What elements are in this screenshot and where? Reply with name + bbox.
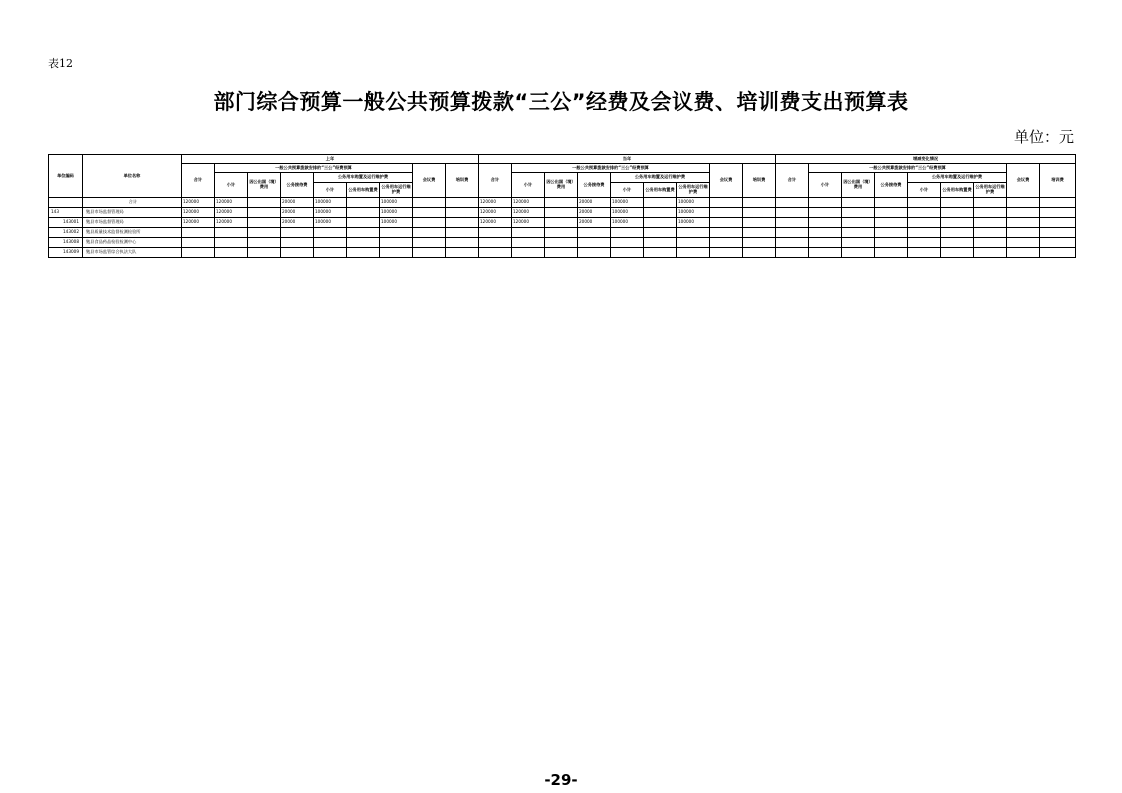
value-cell [974, 198, 1007, 208]
value-cell [974, 228, 1007, 238]
value-cell: 100000 [314, 198, 347, 208]
value-cell: 100000 [611, 198, 644, 208]
col-header-vehicle: 公务用车购置及运行维护费 [611, 173, 710, 183]
value-cell [842, 218, 875, 228]
unit-name-cell: 勉县市场监管综合执法大队 [83, 248, 182, 258]
unit-name-cell: 勉县市场监督管理局 [83, 208, 182, 218]
col-header-vehicle-operation: 公务用车运行维护费 [974, 183, 1007, 198]
value-cell: 20000 [578, 218, 611, 228]
table-row [49, 248, 1076, 258]
col-header-vehicle-purchase: 公务用车购置费 [941, 183, 974, 198]
value-cell [809, 248, 842, 258]
value-cell [578, 228, 611, 238]
value-cell [446, 218, 479, 228]
table-header [49, 155, 1076, 198]
value-cell [1007, 218, 1040, 228]
table-row [49, 238, 1076, 248]
value-cell: 120000 [215, 198, 248, 208]
value-cell [413, 218, 446, 228]
value-cell [347, 248, 380, 258]
group-header-last-year: 上年 [182, 155, 479, 164]
col-header-vehicle-subtotal: 小计 [908, 183, 941, 198]
value-cell [842, 208, 875, 218]
value-cell: 120000 [182, 198, 215, 208]
value-cell [842, 248, 875, 258]
col-header-sangong: 一般公共预算拨款安排的“三公”经费预算 [809, 164, 1007, 173]
col-header-subtotal: 小计 [809, 173, 842, 198]
col-header-meeting: 会议费 [413, 164, 446, 198]
page-title: 部门综合预算一般公共预算拨款“三公”经费及会议费、培训费支出预算表 [213, 90, 909, 114]
value-cell [215, 238, 248, 248]
value-cell: 100000 [380, 198, 413, 208]
value-cell: 20000 [578, 198, 611, 208]
value-cell [347, 238, 380, 248]
value-cell [380, 228, 413, 238]
value-cell [809, 228, 842, 238]
value-cell [215, 228, 248, 238]
value-cell [875, 208, 908, 218]
col-header-sangong: 一般公共预算拨款安排的“三公”经费预算 [215, 164, 413, 173]
value-cell [875, 198, 908, 208]
value-cell [743, 248, 776, 258]
col-header-vehicle-operation: 公务用车运行维护费 [677, 183, 710, 198]
value-cell [1040, 208, 1076, 218]
col-header-vehicle: 公务用车购置及运行维护费 [314, 173, 413, 183]
col-header-meeting: 会议费 [710, 164, 743, 198]
col-header-code: 单位编码 [49, 155, 83, 198]
value-cell [875, 228, 908, 238]
value-cell [1007, 198, 1040, 208]
col-header-total: 合计 [182, 164, 215, 198]
value-cell [908, 218, 941, 228]
value-cell [611, 228, 644, 238]
value-cell [644, 198, 677, 208]
unit-name-cell: 勉县食品药品检验检测中心 [83, 238, 182, 248]
value-cell [1040, 228, 1076, 238]
col-header-vehicle-purchase: 公务用车购置费 [644, 183, 677, 198]
col-header-vehicle-operation: 公务用车运行维护费 [380, 183, 413, 198]
value-cell [545, 228, 578, 238]
unit-code-cell: 143009 [49, 248, 83, 258]
value-cell [545, 208, 578, 218]
value-cell [776, 198, 809, 208]
value-cell [875, 238, 908, 248]
value-cell [908, 238, 941, 248]
value-cell [842, 238, 875, 248]
value-cell [413, 238, 446, 248]
value-cell: 20000 [578, 208, 611, 218]
group-header-change: 增减变化情况 [776, 155, 1076, 164]
col-header-training: 培训费 [446, 164, 479, 198]
table-row [49, 218, 1076, 228]
col-header-abroad: 因公出国（境）费用 [248, 173, 281, 198]
unit-code-cell: 143008 [49, 238, 83, 248]
col-header-vehicle-purchase: 公务用车购置费 [347, 183, 380, 198]
value-cell [974, 208, 1007, 218]
col-header-name: 单位名称 [83, 155, 182, 198]
unit-name-cell: 合计 [83, 198, 182, 208]
value-cell [248, 238, 281, 248]
value-cell [677, 248, 710, 258]
value-cell [1040, 248, 1076, 258]
value-cell [479, 248, 512, 258]
value-cell [512, 238, 545, 248]
value-cell: 120000 [512, 208, 545, 218]
unit-label: 单位：元 [1013, 128, 1074, 146]
value-cell [875, 248, 908, 258]
unit-code-cell: 143002 [49, 228, 83, 238]
value-cell [578, 238, 611, 248]
value-cell [413, 228, 446, 238]
value-cell [974, 218, 1007, 228]
value-cell [1040, 238, 1076, 248]
value-cell [941, 238, 974, 248]
value-cell: 100000 [380, 218, 413, 228]
value-cell [347, 218, 380, 228]
table-body [49, 198, 1076, 258]
value-cell [182, 228, 215, 238]
value-cell [281, 228, 314, 238]
value-cell [182, 238, 215, 248]
value-cell [941, 218, 974, 228]
value-cell [809, 218, 842, 228]
value-cell: 120000 [479, 208, 512, 218]
col-header-reception: 公务接待费 [281, 173, 314, 198]
value-cell [677, 238, 710, 248]
value-cell [710, 238, 743, 248]
value-cell [809, 238, 842, 248]
col-header-abroad: 因公出国（境）费用 [842, 173, 875, 198]
value-cell [446, 208, 479, 218]
value-cell [545, 218, 578, 228]
value-cell [710, 248, 743, 258]
value-cell [1007, 248, 1040, 258]
value-cell [446, 228, 479, 238]
value-cell [710, 208, 743, 218]
value-cell [776, 218, 809, 228]
value-cell [941, 248, 974, 258]
value-cell [545, 238, 578, 248]
value-cell [710, 228, 743, 238]
value-cell [644, 238, 677, 248]
col-header-sangong: 一般公共预算拨款安排的“三公”经费预算 [512, 164, 710, 173]
value-cell [611, 238, 644, 248]
value-cell: 100000 [677, 218, 710, 228]
value-cell [314, 228, 347, 238]
value-cell [776, 228, 809, 238]
value-cell [710, 218, 743, 228]
col-header-vehicle-subtotal: 小计 [611, 183, 644, 198]
value-cell [281, 248, 314, 258]
value-cell [1007, 238, 1040, 248]
value-cell [413, 248, 446, 258]
value-cell [842, 198, 875, 208]
value-cell [1040, 198, 1076, 208]
value-cell [743, 208, 776, 218]
value-cell [248, 228, 281, 238]
value-cell [809, 208, 842, 218]
unit-code-cell [49, 198, 83, 208]
value-cell [281, 238, 314, 248]
value-cell [1007, 208, 1040, 218]
col-header-training: 培训费 [1040, 164, 1076, 198]
value-cell [908, 208, 941, 218]
value-cell [479, 238, 512, 248]
value-cell [446, 248, 479, 258]
value-cell: 120000 [182, 218, 215, 228]
value-cell [941, 228, 974, 238]
col-header-vehicle-subtotal: 小计 [314, 183, 347, 198]
col-header-subtotal: 小计 [215, 173, 248, 198]
value-cell [677, 228, 710, 238]
value-cell [182, 248, 215, 258]
value-cell [644, 208, 677, 218]
value-cell: 100000 [677, 198, 710, 208]
value-cell [413, 208, 446, 218]
value-cell [347, 228, 380, 238]
col-header-total: 合计 [776, 164, 809, 198]
col-header-reception: 公务接待费 [578, 173, 611, 198]
unit-name-cell: 勉县质量技术监督检测检验所 [83, 228, 182, 238]
value-cell: 120000 [479, 218, 512, 228]
value-cell: 20000 [281, 218, 314, 228]
table-row [49, 208, 1076, 218]
value-cell: 100000 [314, 208, 347, 218]
value-cell [941, 208, 974, 218]
value-cell [809, 198, 842, 208]
value-cell [446, 238, 479, 248]
col-header-abroad: 因公出国（境）费用 [545, 173, 578, 198]
col-header-vehicle: 公务用车购置及运行维护费 [908, 173, 1007, 183]
value-cell: 120000 [479, 198, 512, 208]
value-cell: 100000 [611, 208, 644, 218]
value-cell [215, 248, 248, 258]
value-cell [248, 208, 281, 218]
value-cell [743, 228, 776, 238]
value-cell [974, 248, 1007, 258]
value-cell [941, 198, 974, 208]
value-cell [644, 248, 677, 258]
value-cell [776, 208, 809, 218]
col-header-reception: 公务接待费 [875, 173, 908, 198]
value-cell [248, 248, 281, 258]
value-cell: 120000 [512, 218, 545, 228]
value-cell [545, 248, 578, 258]
value-cell: 120000 [215, 218, 248, 228]
value-cell: 20000 [281, 198, 314, 208]
value-cell [776, 238, 809, 248]
value-cell: 100000 [677, 208, 710, 218]
col-header-meeting: 会议费 [1007, 164, 1040, 198]
group-header-current-year: 当年 [479, 155, 776, 164]
value-cell [875, 218, 908, 228]
unit-code-cell: 143 [49, 208, 83, 218]
value-cell [380, 238, 413, 248]
value-cell [314, 238, 347, 248]
unit-name-cell: 勉县市场监督管理局 [83, 218, 182, 228]
value-cell [644, 218, 677, 228]
value-cell: 120000 [512, 198, 545, 208]
value-cell [347, 198, 380, 208]
unit-code-cell: 143001 [49, 218, 83, 228]
table-row [49, 198, 1076, 208]
value-cell [413, 198, 446, 208]
value-cell: 100000 [314, 218, 347, 228]
value-cell [380, 248, 413, 258]
value-cell [314, 248, 347, 258]
value-cell [743, 198, 776, 208]
col-header-subtotal: 小计 [512, 173, 545, 198]
value-cell [248, 198, 281, 208]
col-header-training: 培训费 [743, 164, 776, 198]
value-cell [1040, 218, 1076, 228]
value-cell [644, 228, 677, 238]
value-cell: 120000 [215, 208, 248, 218]
value-cell [512, 248, 545, 258]
value-cell [974, 238, 1007, 248]
value-cell [908, 198, 941, 208]
value-cell [545, 198, 578, 208]
value-cell [479, 228, 512, 238]
value-cell [743, 238, 776, 248]
value-cell: 100000 [380, 208, 413, 218]
table-number: 表12 [48, 57, 73, 70]
value-cell: 120000 [182, 208, 215, 218]
value-cell [908, 248, 941, 258]
page-number: -29- [544, 771, 578, 789]
value-cell [347, 208, 380, 218]
value-cell [710, 198, 743, 208]
value-cell [446, 198, 479, 208]
value-cell [248, 218, 281, 228]
value-cell [908, 228, 941, 238]
table-row [49, 228, 1076, 238]
col-header-total: 合计 [479, 164, 512, 198]
value-cell [512, 228, 545, 238]
value-cell [842, 228, 875, 238]
budget-table [48, 154, 1076, 258]
value-cell: 20000 [281, 208, 314, 218]
value-cell [743, 218, 776, 228]
value-cell [776, 248, 809, 258]
value-cell: 100000 [611, 218, 644, 228]
value-cell [1007, 228, 1040, 238]
value-cell [578, 248, 611, 258]
value-cell [611, 248, 644, 258]
